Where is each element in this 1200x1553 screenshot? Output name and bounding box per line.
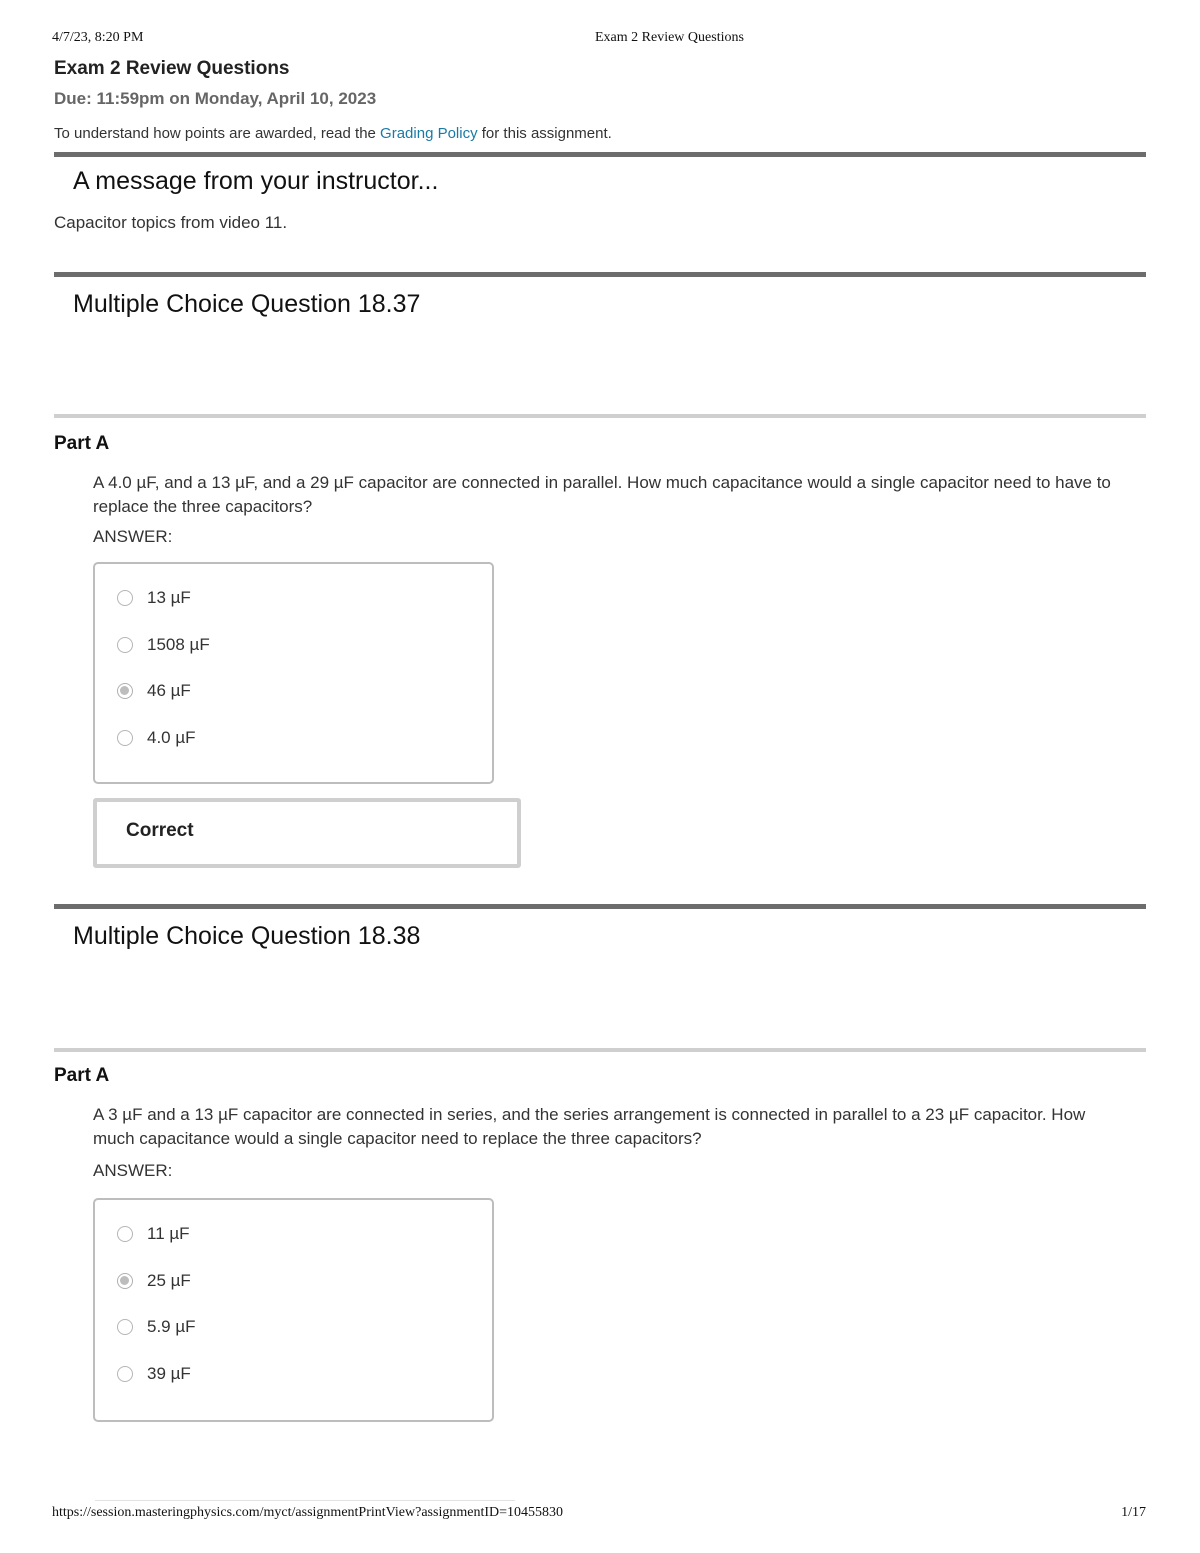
part-label: Part A — [54, 433, 110, 454]
question-text: A 4.0 µF, and a 13 µF, and a 29 µF capacitor are connected in parallel. How much capacitance would a single capacitor need to have to replace the three capacitors? — [93, 473, 1111, 516]
footer-rule — [95, 1500, 515, 1501]
page-number: 1/17 — [1121, 1505, 1146, 1520]
choice-label: 46 µF — [147, 681, 191, 700]
part-divider — [54, 414, 1146, 418]
answer-choice[interactable] — [95, 728, 492, 775]
instructor-heading: A message from your instructor... — [73, 167, 439, 195]
grading-policy-note — [54, 124, 1146, 144]
print-header — [52, 30, 1148, 50]
radio-button[interactable] — [117, 1319, 133, 1335]
answer-choice-selected[interactable] — [95, 1271, 492, 1318]
choice-label: 4.0 µF — [147, 727, 196, 747]
choice-label: 5.9 µF — [147, 1317, 196, 1336]
grading-policy-link[interactable]: Grading Policy — [380, 125, 478, 142]
choice-label: 1508 µF — [147, 634, 210, 654]
question-heading: Multiple Choice Question 18.38 — [73, 922, 421, 950]
policy-text-before: To understand how points are awarded, read the — [54, 125, 381, 142]
assignment-title: Exam 2 Review Questions — [54, 58, 290, 79]
section-divider — [54, 904, 1146, 909]
section-divider — [54, 152, 1146, 157]
print-doc-title: Exam 2 Review Questions — [595, 30, 744, 45]
answer-choice[interactable] — [95, 1224, 492, 1271]
answer-choice[interactable] — [95, 588, 492, 635]
due-date: Due: 11:59pm on Monday, April 10, 2023 — [54, 89, 377, 108]
policy-text-after: for this assignment. — [477, 125, 612, 142]
radio-button[interactable] — [117, 1226, 133, 1242]
answer-choices — [93, 1198, 494, 1422]
part-label: Part A — [54, 1065, 110, 1086]
question-text: A 3 µF and a 13 µF capacitor are connected in series, and the series arrangement is connected in parallel to a 23 µF capacitor. How much capacitance would a single capacitor need to replace the three capacitors? — [93, 1105, 1086, 1148]
part-divider — [54, 1048, 1146, 1052]
page-url: https://session.masteringphysics.com/myct/assignmentPrintView?assignmentID=10455830 — [52, 1505, 564, 1520]
choice-label: 39 µF — [147, 1363, 191, 1383]
print-footer — [52, 1505, 1146, 1525]
radio-button[interactable] — [117, 1366, 133, 1382]
radio-button[interactable] — [117, 637, 133, 653]
choice-label: 25 µF — [147, 1270, 191, 1290]
feedback-box: Correct — [93, 798, 521, 868]
answer-choice-selected[interactable] — [95, 681, 492, 728]
choice-label: 13 µF — [147, 588, 191, 607]
answer-label: ANSWER: — [93, 527, 173, 546]
instructor-message: Capacitor topics from video 11. — [54, 213, 288, 232]
choice-label: 11 µF — [147, 1224, 190, 1243]
question-heading: Multiple Choice Question 18.37 — [73, 290, 421, 318]
answer-choice[interactable] — [95, 1364, 492, 1411]
print-date: 4/7/23, 8:20 PM — [52, 30, 144, 45]
answer-choice[interactable] — [95, 635, 492, 682]
answer-choices — [93, 562, 494, 784]
section-divider — [54, 272, 1146, 277]
radio-button-selected[interactable] — [117, 683, 133, 699]
assignment-content — [54, 54, 1146, 1422]
radio-button[interactable] — [117, 730, 133, 746]
answer-label: ANSWER: — [93, 1161, 173, 1180]
answer-choice[interactable] — [95, 1317, 492, 1364]
radio-button[interactable] — [117, 590, 133, 606]
radio-button-selected[interactable] — [117, 1273, 133, 1289]
